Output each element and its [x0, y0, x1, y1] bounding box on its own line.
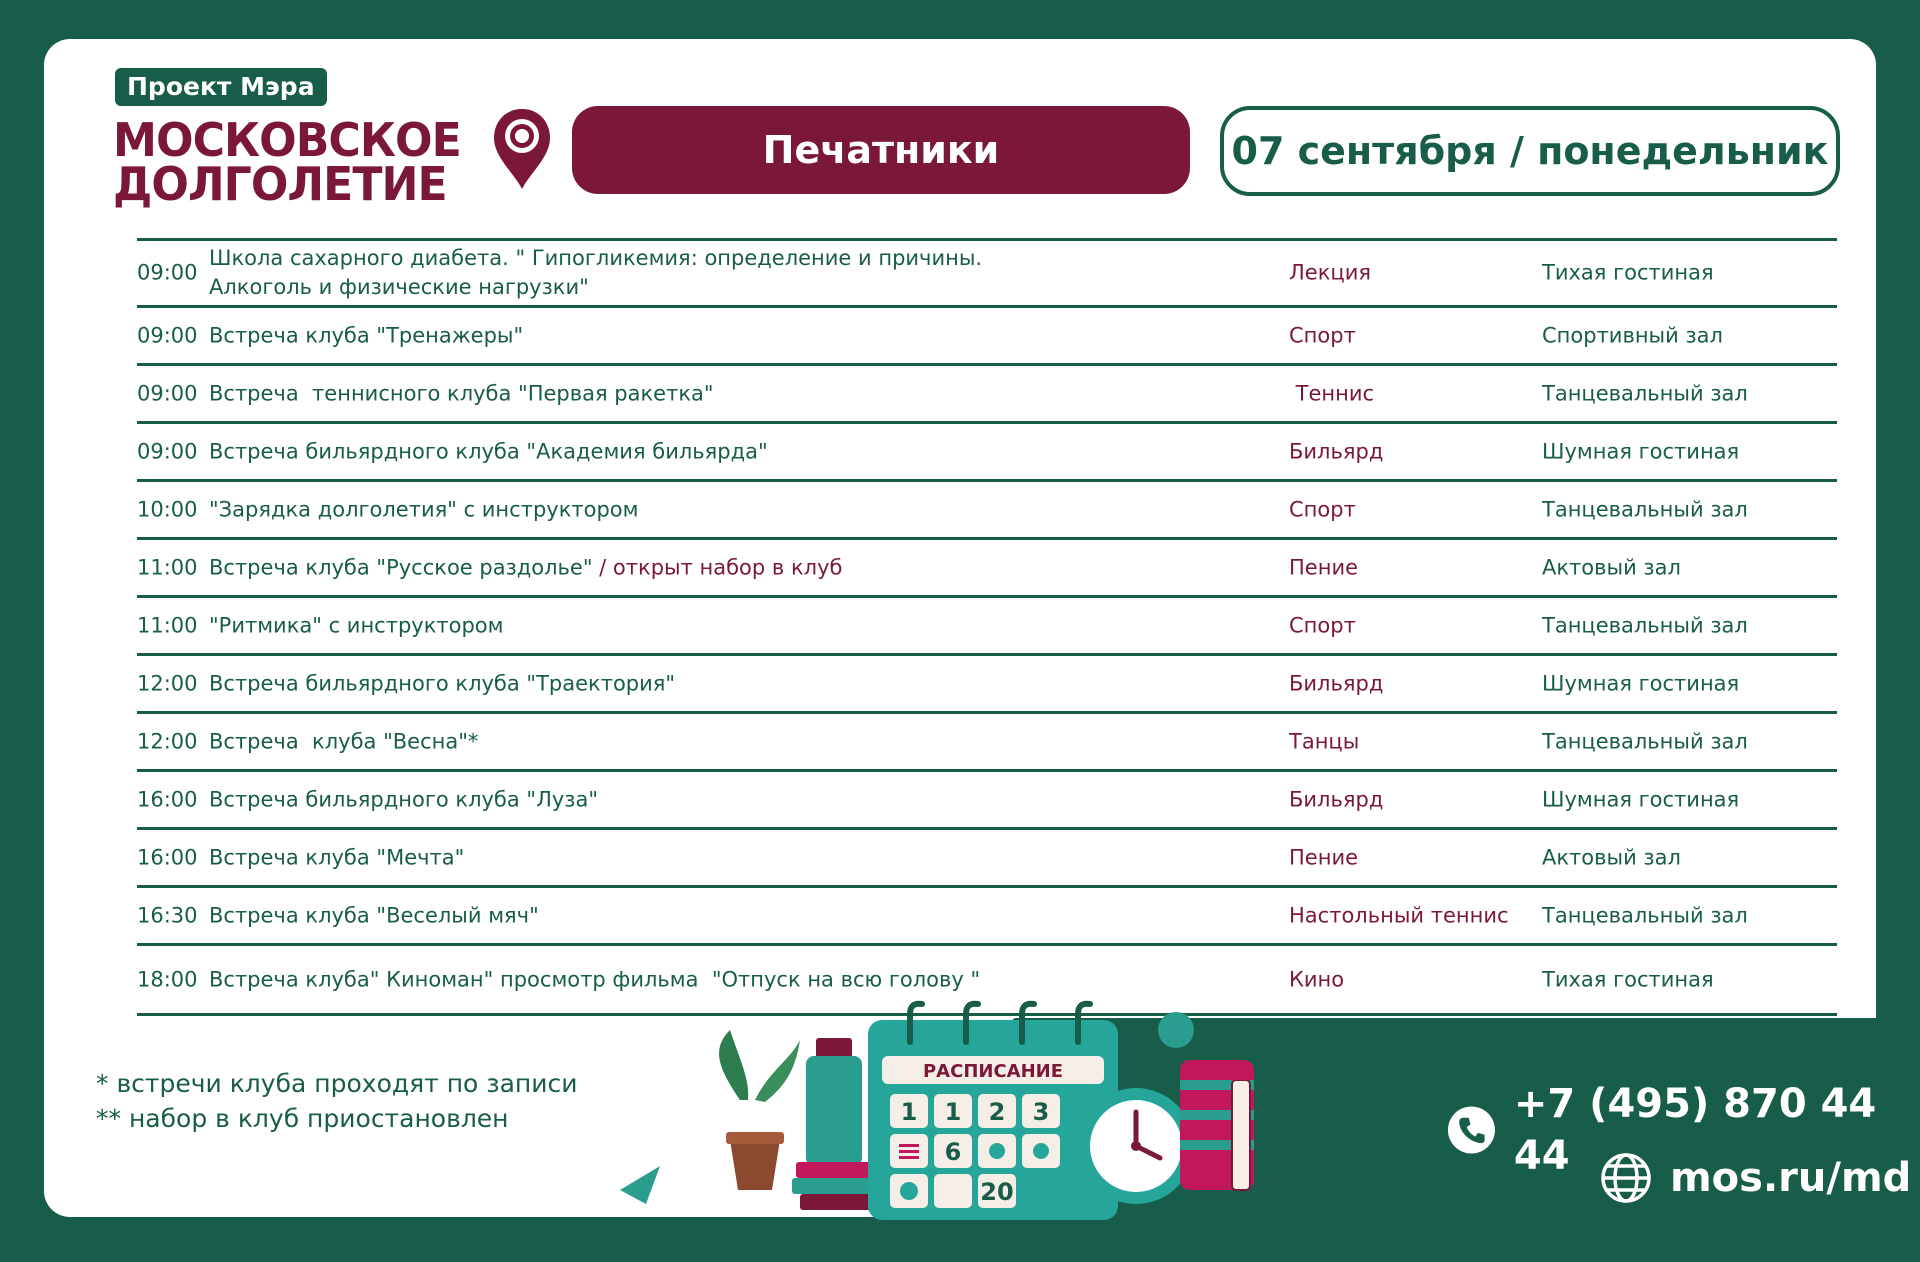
calendar-cell: 20 — [980, 1178, 1014, 1206]
event-title-line1: Школа сахарного диабета. " Гипогликемия: определение и причины. — [209, 246, 983, 270]
bottle-icon — [806, 1038, 862, 1166]
logo-line-1: МОСКОВСКОЕ — [113, 113, 461, 167]
schedule-row — [137, 305, 1837, 363]
event-category: Спорт — [1289, 323, 1356, 347]
event-time: 12:00 — [137, 671, 198, 695]
event-title-main: Встреча клуба "Русское раздолье" — [209, 555, 593, 579]
schedule-row — [137, 885, 1837, 943]
contact-website[interactable] — [1600, 1152, 1911, 1204]
event-room: Актовый зал — [1542, 555, 1681, 579]
calendar-cell: 2 — [988, 1098, 1006, 1126]
website-url: mos.ru/md — [1670, 1155, 1912, 1201]
schedule-row — [137, 769, 1837, 827]
event-time: 12:00 — [137, 729, 198, 753]
event-title: Встреча клуба "Мечта" — [209, 845, 465, 869]
schedule-row — [137, 827, 1837, 885]
event-title: Встреча бильярдного клуба "Луза" — [209, 787, 599, 811]
location-pin-icon — [492, 107, 552, 191]
event-category: Бильярд — [1289, 439, 1384, 463]
event-title: "Зарядка долголетия" с инструктором — [209, 497, 639, 521]
date-label: 07 сентября / понедельник — [1220, 106, 1840, 196]
event-title: Встреча клуба "Весна"* — [209, 729, 479, 753]
schedule-row — [137, 711, 1837, 769]
event-category: Кино — [1289, 967, 1345, 991]
event-time: 16:00 — [137, 787, 198, 811]
calendar-cell: 3 — [1032, 1098, 1050, 1126]
event-time: 10:00 — [137, 497, 198, 521]
event-room: Актовый зал — [1542, 845, 1681, 869]
event-category: Танцы — [1289, 729, 1360, 753]
event-category: Спорт — [1289, 497, 1356, 521]
event-room: Танцевальный зал — [1542, 381, 1748, 405]
event-category: Пение — [1289, 555, 1359, 579]
event-room: Тихая гостиная — [1542, 967, 1714, 991]
event-room: Шумная гостиная — [1542, 439, 1740, 463]
event-room: Тихая гостиная — [1542, 260, 1714, 285]
alarm-clock-icon — [1078, 1088, 1194, 1204]
phone-icon — [1447, 1104, 1496, 1156]
footnote-registration: * встречи клуба проходят по записи — [96, 1069, 578, 1098]
event-title: Встреча теннисного клуба "Первая ракетка" — [209, 381, 714, 405]
event-room: Танцевальный зал — [1542, 613, 1748, 637]
footnote-suspended: ** набор в клуб приостановлен — [96, 1104, 509, 1133]
event-title: Встреча бильярдного клуба "Траектория" — [209, 671, 676, 695]
logo-line-2: ДОЛГОЛЕТИЕ — [113, 157, 447, 211]
phone-number: +7 (495) 870 44 44 — [1513, 1081, 1877, 1179]
schedule-row — [137, 238, 1837, 305]
event-category: Бильярд — [1289, 671, 1384, 695]
event-title: Встреча клуба" Киноман" просмотр фильма "Отпуск на всю голову " — [209, 967, 981, 991]
schedule-row — [137, 653, 1837, 711]
pencil-icon — [1232, 1060, 1250, 1190]
schedule-illustration — [620, 990, 1300, 1230]
district-title: Печатники — [572, 106, 1190, 194]
calendar-cell: 1 — [944, 1098, 962, 1126]
footnotes — [96, 1066, 577, 1136]
event-category: Пение — [1289, 845, 1359, 869]
event-time: 11:00 — [137, 555, 198, 579]
event-time: 09:00 — [137, 260, 198, 285]
event-category: Спорт — [1289, 613, 1356, 637]
event-time: 09:00 — [137, 381, 198, 405]
calendar-cell: 6 — [944, 1138, 962, 1166]
event-category: Лекция — [1289, 260, 1371, 285]
paper-plane-icon — [620, 1166, 660, 1204]
event-category: Теннис — [1289, 381, 1375, 405]
plant-icon — [719, 1030, 800, 1190]
project-badge: Проект Мэра — [115, 68, 327, 106]
event-room: Танцевальный зал — [1542, 729, 1748, 753]
event-time: 09:00 — [137, 439, 198, 463]
event-time: 09:00 — [137, 323, 198, 347]
event-room: Шумная гостиная — [1542, 671, 1740, 695]
event-title: "Ритмика" с инструктором — [209, 613, 504, 637]
event-room: Шумная гостиная — [1542, 787, 1740, 811]
schedule-table — [137, 238, 1837, 1016]
event-time: 18:00 — [137, 967, 198, 991]
event-title: Встреча клуба "Тренажеры" — [209, 323, 524, 347]
event-title — [209, 554, 1209, 581]
event-title-line2: Алкоголь и физические нагрузки" — [209, 275, 589, 299]
enrollment-open-note: / открыт набор в клуб — [592, 555, 843, 579]
event-title: Встреча бильярдного клуба "Академия бильярда" — [209, 439, 768, 463]
event-room: Танцевальный зал — [1542, 497, 1748, 521]
calendar-title: РАСПИСАНИЕ — [922, 1061, 1064, 1082]
calendar-cell: 1 — [900, 1098, 918, 1126]
schedule-row — [137, 595, 1837, 653]
event-room: Танцевальный зал — [1542, 903, 1748, 927]
event-title — [209, 244, 1209, 302]
schedule-row — [137, 537, 1837, 595]
event-room: Спортивный зал — [1542, 323, 1723, 347]
event-title: Встреча клуба "Веселый мяч" — [209, 903, 539, 927]
event-category: Настольный теннис — [1289, 903, 1509, 927]
schedule-row — [137, 479, 1837, 537]
event-time: 11:00 — [137, 613, 198, 637]
schedule-row — [137, 363, 1837, 421]
calendar-icon — [868, 1004, 1118, 1220]
event-time: 16:30 — [137, 903, 198, 927]
schedule-row — [137, 421, 1837, 479]
event-category: Бильярд — [1289, 787, 1384, 811]
globe-icon — [1600, 1152, 1652, 1204]
event-time: 16:00 — [137, 845, 198, 869]
